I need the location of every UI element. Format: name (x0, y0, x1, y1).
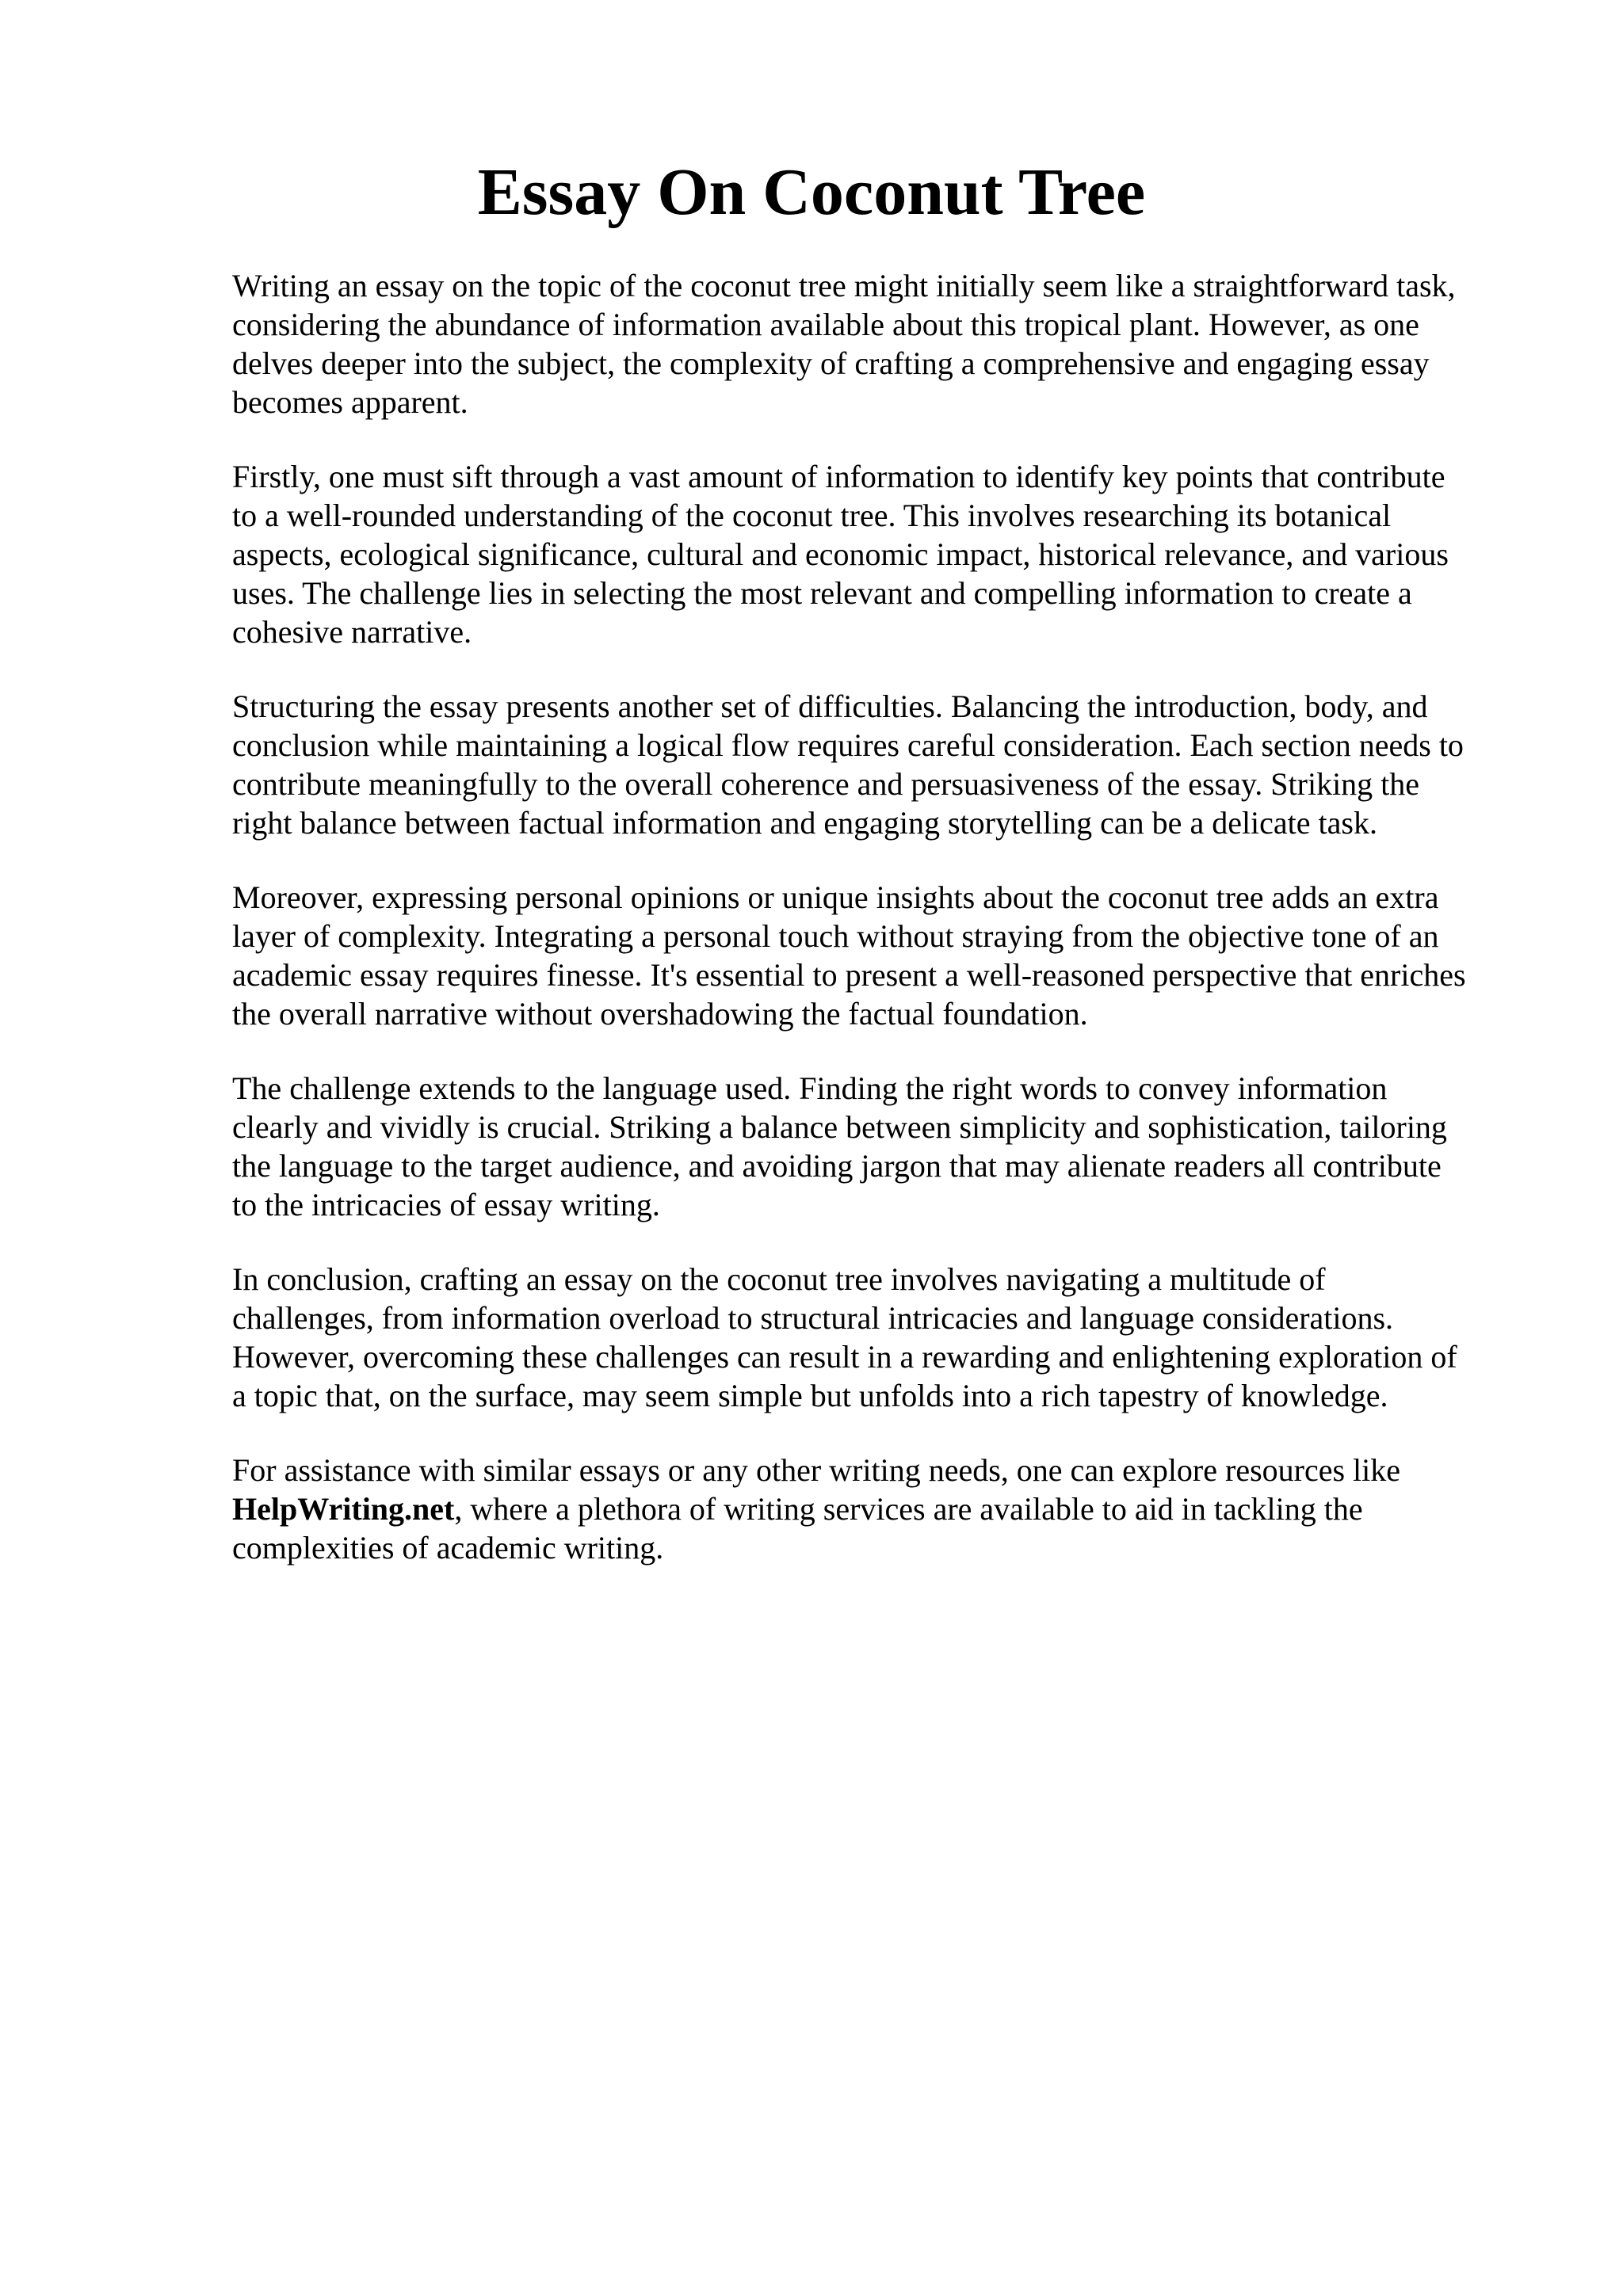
page-title: Essay On Coconut Tree (477, 155, 1146, 229)
closing-text-before: For assistance with similar essays or any other writing needs, one can explore resources like (232, 1452, 1401, 1488)
paragraph-2: Firstly, one must sift through a vast amount of information to identify key points that contribute to a well-rounded understanding of the coconut tree. This involves researching its botanical aspects, ecological significance, cultural and economic impact, historical relevance, and various uses. The challenge lies in selecting the most relevant and compelling information to create a cohesive narrative. (232, 459, 1449, 650)
paragraph-4: Moreover, expressing personal opinions or unique insights about the coconut tree adds an extra layer of complexity. Integrating a personal touch without straying from the objective tone of an academic essay requires finesse. It's essential to present a well-reasoned perspective that enriches the overall narrative without overshadowing the factual foundation. (232, 879, 1466, 1032)
paragraph-6: In conclusion, crafting an essay on the coconut tree involves navigating a multitude of challenges, from information overload to structural intricacies and language considerations. However, overcoming these challenges can result in a rewarding and enlightening exploration of a topic that, on the surface, may seem simple but unfolds into a rich tapestry of knowledge. (232, 1261, 1457, 1413)
closing-paragraph (232, 1451, 1532, 1567)
paragraph-5: The challenge extends to the language used. Finding the right words to convey information clearly and vividly is crucial. Striking a balance between simplicity and sophistication, tailoring the language to the target audience, and avoiding jargon that may alienate readers all contribute to the intricacies of essay writing. (232, 1070, 1447, 1222)
closing-text-after: , where a plethora of writing services are available to aid in tackling the complexities of academic writing. (232, 1491, 1363, 1566)
essay-body (232, 266, 1532, 1603)
brand-link[interactable]: HelpWriting.net (232, 1491, 455, 1527)
paragraph-1: Writing an essay on the topic of the coconut tree might initially seem like a straightforward task, considering the abundance of information available about this tropical plant. However, as one delves deeper into the subject, the complexity of crafting a comprehensive and engaging essay becomes apparent. (232, 268, 1456, 420)
paragraph-3: Structuring the essay presents another set of difficulties. Balancing the introduction, body, and conclusion while maintaining a logical flow requires careful consideration. Each section needs to contribute meaningfully to the overall coherence and persuasiveness of the essay. Striking the right balance between factual information and engaging storytelling can be a delicate task. (232, 688, 1464, 841)
